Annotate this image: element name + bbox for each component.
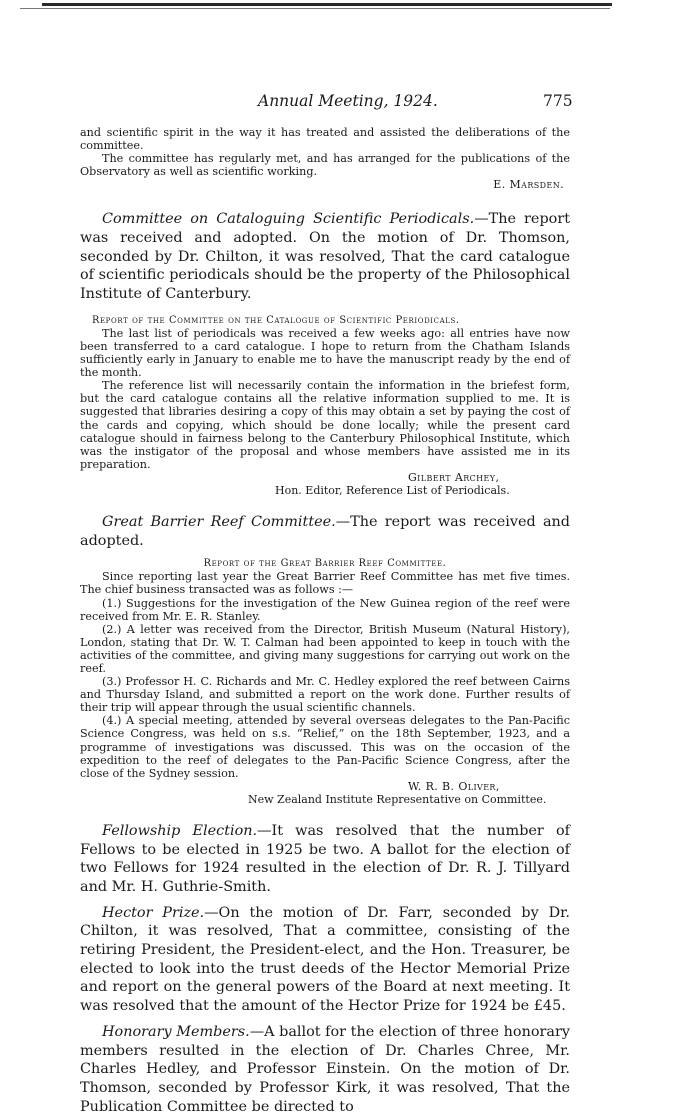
intro-paragraph-1: and scientific spirit in the way it has treated and assisted the deliberations of the committee.: [80, 126, 570, 153]
cataloguing-body: —The report was received and adopted. On the motion of Dr. Thomson, seconded by Dr. Chilton, it was resolved, That the card catalogue of scientific periodicals should be the property of the Philosophical Institute of Canterbury.: [80, 211, 570, 303]
cataloguing-report-paragraph-1: The last list of periodicals was received a few weeks ago: all entries have now been transferred to a card catalogue. I hope to return from the Chatham Islands sufficiently early in January to enable me to have the manuscript ready by the end of the month.: [80, 326, 570, 380]
hector-heading: Hector Prize.: [102, 904, 205, 921]
oliver-signature-name: W. R. B. Oliver,: [408, 779, 500, 793]
fellowship-heading: Fellowship Election.: [102, 822, 258, 839]
hector-section: [80, 904, 570, 1016]
page-body: [80, 126, 570, 1116]
archey-signature-role: Hon. Editor, Reference List of Periodicals.: [275, 483, 510, 497]
barrier-reef-report-title: Report of the Great Barrier Reef Committee.: [203, 558, 447, 570]
cataloguing-section: [80, 210, 570, 304]
barrier-reef-section: [80, 513, 570, 550]
archey-signature-name: Gilbert Archey,: [408, 470, 500, 484]
running-head: Annual Meeting, 1924.: [258, 92, 438, 110]
honorary-heading: Honorary Members.: [102, 1023, 250, 1040]
page-number: 775: [543, 92, 573, 110]
barrier-reef-report-paragraph: Since reporting last year the Great Barrier Reef Committee has met five times. The chief business transacted was as follows :—: [80, 570, 570, 597]
barrier-reef-item: (3.) Professor H. C. Richards and Mr. C. Hedley explored the reef between Cairns and Thursday Island, and submitted a report on the work done. Further results of their trip will appear through the usual scientific channels.: [80, 675, 570, 715]
top-rule-thin: [20, 8, 610, 9]
cataloguing-report-paragraph-2: The reference list will necessarily contain the information in the briefest form, but the card catalogue contains all the relative information supplied to me. It is suggested that libraries desiring a copy of this may obtain a set by paying the cost of the cards and copying, which should be done locally; while the present card catalogue should in fairness belong to the Canterbury Philosophical Institute, which was the instigator of the proposal and whose members have assisted me in its preparation.: [80, 379, 570, 471]
fellowship-body: —It was resolved that the number of Fellows to be elected in 1925 be two. A ballot for the election of two Fellows for 1924 resulted in the election of Dr. R. J. Tillyard and Mr. H. Guthrie-Smith.: [80, 822, 570, 895]
oliver-signature-role: New Zealand Institute Representative on Committee.: [248, 792, 547, 806]
honorary-section: [80, 1023, 570, 1116]
fellowship-section: [80, 822, 570, 897]
page-header: [0, 92, 678, 114]
honorary-body: —A ballot for the election of three honorary members resulted in the election of Dr. Charles Chree, Mr. Charles Hedley, and Professor Einstein. On the motion of Dr. Thomson, seconded by Professor Kirk, it was resolved, That the Publication Committee be directed to: [80, 1023, 570, 1115]
barrier-reef-item: (2.) A letter was received from the Director, British Museum (Natural History), London, stating that Dr. W. T. Calman had been appointed to keep in touch with the activities of the committee, and giving many suggestions for carrying out work on the reef.: [80, 622, 570, 675]
barrier-reef-heading: Great Barrier Reef Committee.: [102, 513, 336, 530]
hector-body: —On the motion of Dr. Farr, seconded by Dr. Chilton, it was resolved, That a committee, consisting of the retiring President, the President-elect, and the Hon. Treasurer, be elected to look into the trust deeds of the Hector Memorial Prize and report on the general powers of the Board at next meeting. It was resolved that the amount of the Hector Prize for 1924 be £45.: [80, 904, 570, 1015]
intro-signature: E. Marsden.: [493, 178, 564, 192]
cataloguing-heading: Committee on Cataloguing Scientific Periodicals.: [102, 211, 475, 228]
cataloguing-report-title: Report of the Committee on the Catalogue of Scientific Periodicals.: [92, 314, 460, 326]
barrier-reef-item: (1.) Suggestions for the investigation of the New Guinea region of the reef were received from Mr. E. R. Stanley.: [80, 596, 570, 623]
top-rule: [42, 3, 612, 6]
barrier-reef-item: (4.) A special meeting, attended by several overseas delegates to the Pan-Pacific Science Congress, was held on s.s. “Relief,” on the 18th September, 1923, and a programme of investigations was discussed. This was on the occasion of the expedition to the reef of delegates to the Pan-Pacific Science Congress, after the close of the Sydney session.: [80, 714, 570, 780]
intro-paragraph-2: The committee has regularly met, and has arranged for the publications of the Observatory as well as scientific working.: [80, 152, 570, 179]
barrier-reef-body: —The report was received and adopted.: [80, 513, 571, 549]
